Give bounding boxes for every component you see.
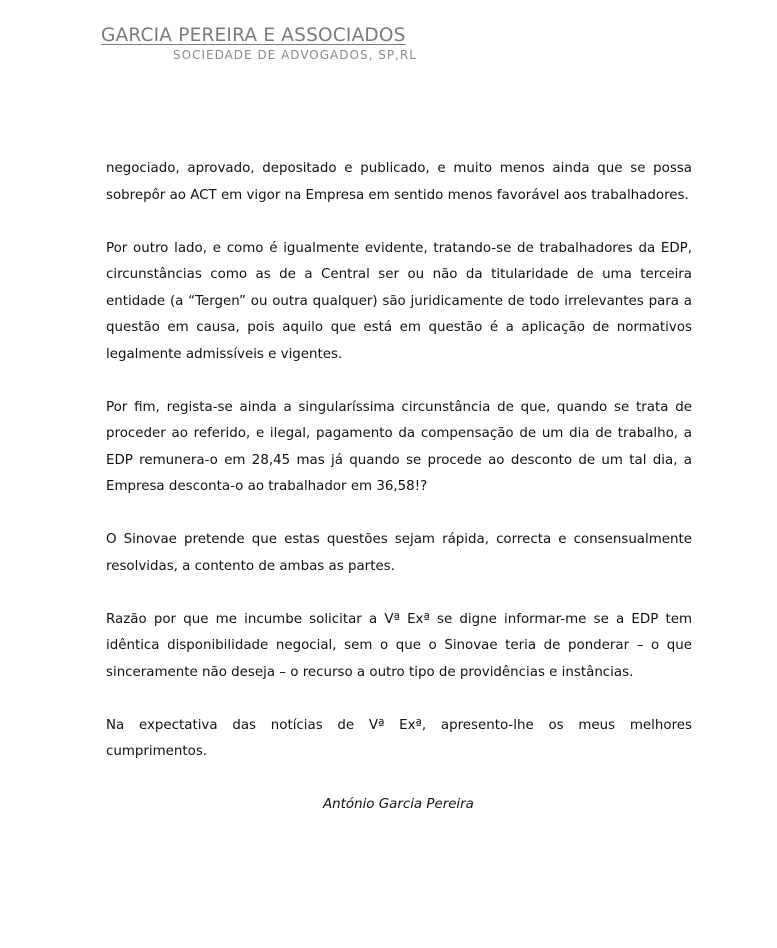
- paragraph-5: Razão por que me incumbe solicitar a Vª Exª se digne informar-me se a EDP tem idêntica disponibilidade negocial, sem o que o Sinovae teria de ponderar – o que sinceramente não deseja – o recurso a outro tipo de providências e instâncias.: [106, 611, 692, 680]
- paragraph-2: Por outro lado, e como é igualmente evidente, tratando-se de trabalhadores da EDP, circunstâncias como as de a Central ser ou não da titularidade de uma terceira entidade (a “Tergen” ou outra qualquer) são juridicamente de todo irrelevantes para a questão em causa, pois aquilo que está em questão é a aplicação de normativos legalmente admissíveis e vigentes.: [106, 240, 692, 362]
- paragraph-4: O Sinovae pretende que estas questões sejam rápida, correcta e consensualmente resolvidas, a contento de ambas as partes.: [106, 532, 692, 574]
- paragraph-3: Por fim, regista-se ainda a singularíssima circunstância de que, quando se trata de proceder ao referido, e ilegal, pagamento da compensação de um dia de trabalho, a EDP remunera-o em 28,45 mas já quando se procede ao desconto de um tal dia, a Empresa desconta-o ao trabalhador em 36,58!?: [106, 399, 692, 494]
- signature: António Garcia Pereira: [323, 797, 474, 812]
- firm-subtitle: SOCIEDADE DE ADVOGADOS, SP,RL: [173, 48, 417, 62]
- paragraph-6: Na expectativa das notícias de Vª Exª, apresento-lhe os meus melhores cumprimentos.: [106, 717, 692, 759]
- firm-name: GARCIA PEREIRA E ASSOCIADOS: [101, 25, 406, 46]
- letter-body: [106, 156, 692, 792]
- paragraph-1: negociado, aprovado, depositado e publicado, e muito menos ainda que se possa sobrepôr ao ACT em vigor na Empresa em sentido menos favorável aos trabalhadores.: [106, 161, 692, 203]
- letterhead: [101, 25, 417, 62]
